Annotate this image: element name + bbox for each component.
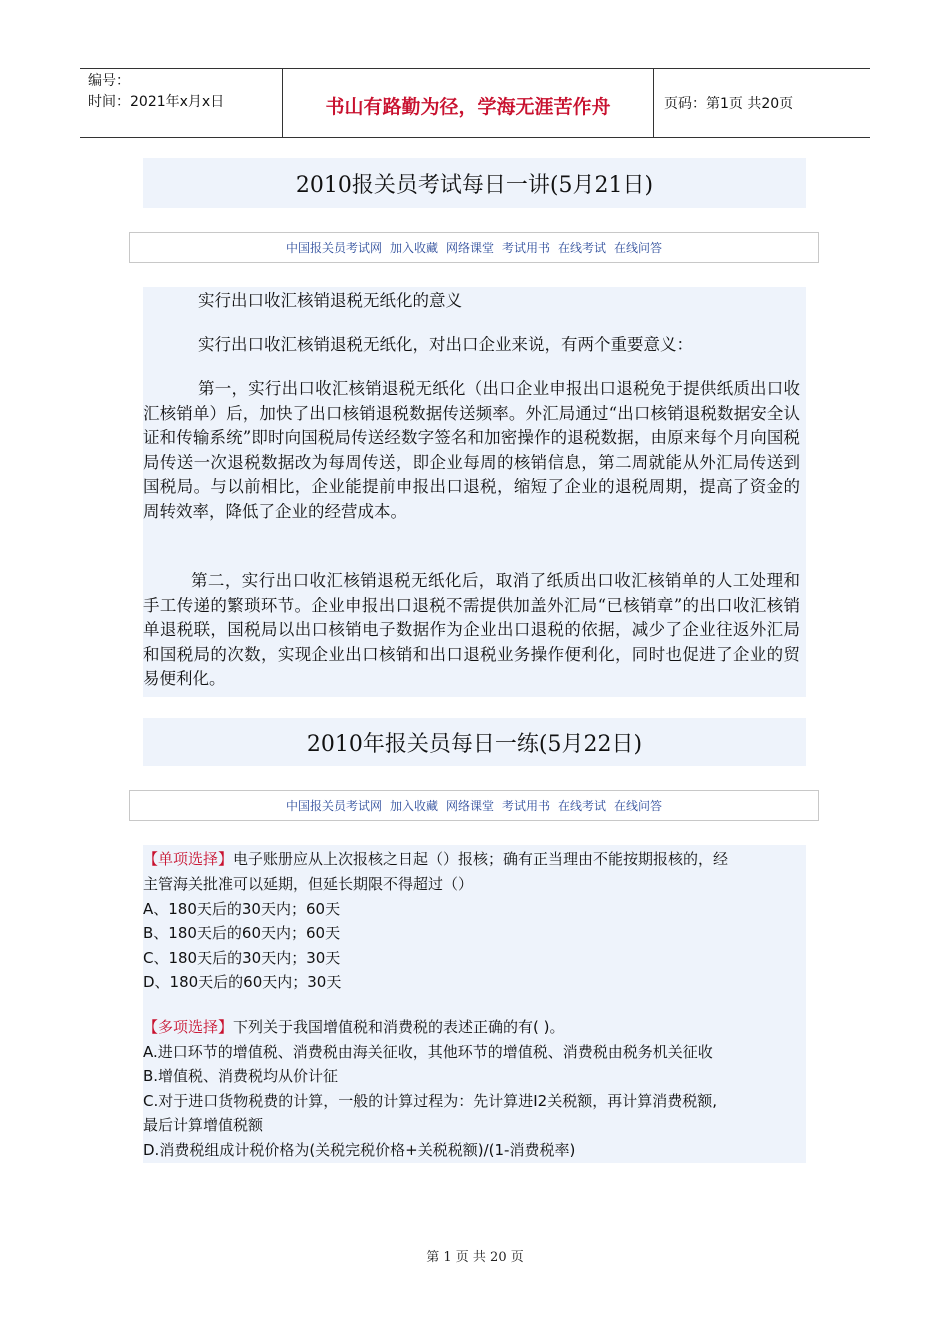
header-page-info: 页码：第1页 共20页 xyxy=(664,96,794,112)
header-meta xyxy=(80,69,282,137)
article-point-2: 第二，实行出口收汇核销退税无纸化后，取消了纸质出口收汇核销单的人工处理和手工传递的繁琐环节。企业申报出口退税不需提供加盖外汇局“已核销章”的出口收汇核销单退税联，国税局以出口核销电子数据作为企业出口退税的依据，减少了企业往返外汇局和国税局的次数，实现企业出口核销和出口退税业务操作便利化，同时也促进了企业的贸易便利化。 xyxy=(143,571,800,688)
link-add-favorite[interactable]: 加入收藏 xyxy=(389,799,438,813)
article-body xyxy=(143,287,806,697)
link-online-class[interactable]: 网络课堂 xyxy=(445,241,494,255)
link-online-exam[interactable]: 在线考试 xyxy=(558,241,607,255)
document-header xyxy=(80,68,870,138)
section2-title: 2010年报关员每日一练(5月22日) xyxy=(143,718,806,766)
question-2-tag: 【多项选择】 xyxy=(143,1018,234,1036)
question-1-option-a: A、180天后的30天内；60天 xyxy=(143,900,341,918)
link-online-qa[interactable]: 在线问答 xyxy=(614,799,663,813)
question-1-stem xyxy=(143,847,803,872)
article-intro: 实行出口收汇核销退税无纸化，对出口企业来说，有两个重要意义： xyxy=(198,335,693,354)
link-online-qa[interactable]: 在线问答 xyxy=(614,241,663,255)
section1-title: 2010报关员考试每日一讲(5月21日) xyxy=(143,158,806,208)
question-1-text-a: 电子账册应从上次报核之日起（）报核；确有正当理由不能按期报核的，经 xyxy=(233,850,729,868)
question-2-option-a: A.进口环节的增值税、消费税由海关征收，其他环节的增值税、消费税由税务机关征收 xyxy=(143,1043,713,1061)
link-online-class[interactable]: 网络课堂 xyxy=(445,799,494,813)
time-label: 时间：2021年x月x日 xyxy=(88,94,225,110)
article-heading: 实行出口收汇核销退税无纸化的意义 xyxy=(198,291,462,310)
link-exam-site[interactable]: 中国报关员考试网 xyxy=(285,241,382,255)
question-1-text-b: 主管海关批准可以延期，但延长期限不得超过（） xyxy=(143,875,474,893)
link-bar-1 xyxy=(129,232,819,263)
link-exam-site[interactable]: 中国报关员考试网 xyxy=(285,799,382,813)
question-2-option-c: C.对于进口货物税费的计算，一般的计算过程为：先计算进I2关税额，再计算消费税额, xyxy=(143,1092,717,1110)
question-1-option-d: D、180天后的60天内；30天 xyxy=(143,973,342,991)
question-2-option-c-cont: 最后计算增值税额 xyxy=(143,1116,264,1134)
header-motto: 书山有路勤为径，学海无涯苦作舟 xyxy=(282,69,654,137)
link-add-favorite[interactable]: 加入收藏 xyxy=(389,241,438,255)
link-exam-books[interactable]: 考试用书 xyxy=(502,241,551,255)
question-2-option-d: D.消费税组成计税价格为(关税完税价格+关税税额)/(1-消费税率) xyxy=(143,1141,576,1159)
question-1-tag: 【单项选择】 xyxy=(143,850,234,868)
question-1-option-b: B、180天后的60天内；60天 xyxy=(143,924,341,942)
page-footer: 第 1 页 共 20 页 xyxy=(426,1250,524,1265)
link-online-exam[interactable]: 在线考试 xyxy=(558,799,607,813)
question-2-option-b: B.增值税、消费税均从价计征 xyxy=(143,1067,339,1085)
question-2-stem xyxy=(143,1015,803,1040)
link-bar-2 xyxy=(129,790,819,821)
link-exam-books[interactable]: 考试用书 xyxy=(502,799,551,813)
article-point-1: 第一，实行出口收汇核销退税无纸化（出口企业申报出口退税免于提供纸质出口收汇核销单）后，加快了出口核销退税数据传送频率。外汇局通过“出口核销退税数据安全认证和传输系统”即时向国税局传送经数字签名和加密操作的退税数据，由原来每个月向国税局传送一次退税数据改为每周传送，即企业每周的核销信息，第二周就能从外汇局传送到国税局。与以前相比，企业能提前申报出口退税，缩短了企业的退税周期，提高了资金的周转效率，降低了企业的经营成本。 xyxy=(143,379,800,521)
question-1-option-c: C、180天后的30天内；30天 xyxy=(143,949,341,967)
quiz-section xyxy=(143,845,806,1163)
question-2-text: 下列关于我国增值税和消费税的表述正确的有( )。 xyxy=(233,1018,565,1036)
number-label: 编号： xyxy=(88,73,130,89)
